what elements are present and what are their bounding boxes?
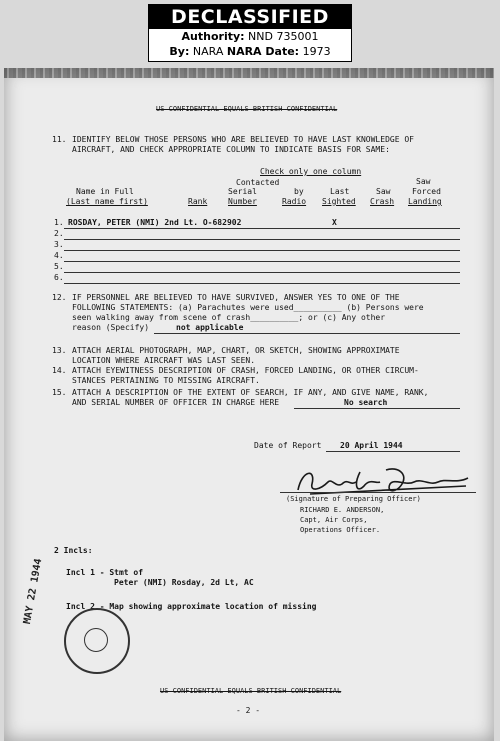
col-contacted-3: Radio bbox=[282, 197, 307, 206]
check-note: Check only one column bbox=[260, 167, 362, 176]
authority-label: Authority: bbox=[181, 30, 245, 43]
by-value: NARA bbox=[192, 45, 224, 58]
row-number: 6. bbox=[54, 273, 64, 282]
item14-line1: ATTACH EYEWITNESS DESCRIPTION OF CRASH, FORCED LANDING, OR OTHER CIRCUM- bbox=[72, 366, 419, 375]
item12-answer-line bbox=[154, 333, 460, 334]
col-name-2: (Last name first) bbox=[66, 197, 148, 206]
item13-line2: LOCATION WHERE AIRCRAFT WAS LAST SEEN. bbox=[72, 356, 256, 365]
declassified-title: DECLASSIFIED bbox=[149, 5, 351, 29]
item13-number: 13. bbox=[52, 346, 67, 355]
row-line bbox=[64, 272, 460, 273]
row-line bbox=[64, 283, 460, 284]
col-forced-1: Saw bbox=[416, 177, 431, 186]
classification-header: US CONFIDENTIAL EQUALS BRITISH CONFIDENTIAL bbox=[156, 105, 338, 113]
classification-footer: US CONFIDENTIAL EQUALS BRITISH CONFIDENTIAL bbox=[160, 687, 342, 695]
col-rank: Rank bbox=[188, 197, 208, 206]
item15-line2: AND SERIAL NUMBER OF OFFICER IN CHARGE HERE bbox=[72, 398, 280, 407]
signature-name: RICHARD E. ANDERSON, bbox=[300, 506, 385, 514]
col-last-1: Last bbox=[330, 187, 350, 196]
stamp-center-icon bbox=[84, 628, 108, 652]
row-entry: ROSDAY, PETER (NMI) 2nd Lt. O-682902 bbox=[68, 218, 242, 227]
incl2-line: Incl 2 - Map showing approximate location of missing bbox=[66, 602, 317, 611]
item14-line2: STANCES PERTAINING TO MISSING AIRCRAFT. bbox=[72, 376, 260, 385]
row-line bbox=[64, 228, 460, 229]
signature-line bbox=[280, 492, 476, 493]
document-page bbox=[4, 68, 494, 741]
col-contacted-1: Contacted bbox=[236, 178, 280, 187]
item12-line4: reason (Specify) bbox=[72, 323, 150, 332]
report-date-line bbox=[326, 451, 460, 452]
item12-line3: seen walking away from scene of crash__________; or (c) Any other bbox=[72, 313, 386, 322]
col-saw-2: Crash bbox=[370, 197, 395, 206]
stamp-date: MAY 22 1944 bbox=[22, 557, 45, 625]
nara-date-label: NARA Date: bbox=[226, 45, 300, 58]
report-date-label: Date of Report bbox=[254, 441, 322, 450]
row-line bbox=[64, 239, 460, 240]
col-last-2: Sighted bbox=[322, 197, 356, 206]
row-line bbox=[64, 250, 460, 251]
row-number: 3. bbox=[54, 240, 64, 249]
item15-answer: No search bbox=[344, 398, 388, 407]
col-contacted-2: by bbox=[294, 187, 304, 196]
col-name-1: Name in Full bbox=[76, 187, 134, 196]
item11-number: 11. bbox=[52, 135, 67, 144]
item15-line1: ATTACH A DESCRIPTION OF THE EXTENT OF SEARCH, IF ANY, AND GIVE NAME, RANK, bbox=[72, 388, 429, 397]
col-serial-1: Serial bbox=[228, 187, 257, 196]
item12-answer: not applicable bbox=[176, 323, 244, 332]
by-line bbox=[149, 44, 351, 59]
item12-line1: IF PERSONNEL ARE BELIEVED TO HAVE SURVIVED, ANSWER YES TO ONE OF THE bbox=[72, 293, 400, 302]
item12-number: 12. bbox=[52, 293, 67, 302]
item11-line1: IDENTIFY BELOW THOSE PERSONS WHO ARE BELIEVED TO HAVE LAST KNOWLEDGE OF bbox=[72, 135, 414, 144]
col-forced-3: Landing bbox=[408, 197, 442, 206]
row-number: 1. bbox=[54, 218, 64, 227]
incl1-line-b: Peter (NMI) Rosday, 2d Lt, AC bbox=[114, 578, 254, 587]
row-number: 2. bbox=[54, 229, 64, 238]
row-number: 5. bbox=[54, 262, 64, 271]
receipt-stamp bbox=[64, 608, 130, 674]
page-number: - 2 - bbox=[236, 706, 261, 715]
inclosures-heading: 2 Incls: bbox=[54, 546, 93, 555]
declassified-banner bbox=[148, 4, 352, 62]
report-date-value: 20 April 1944 bbox=[340, 441, 403, 450]
authority-value: NND 735001 bbox=[248, 30, 319, 43]
row-line bbox=[64, 261, 460, 262]
row-number: 4. bbox=[54, 251, 64, 260]
col-forced-2: Forced bbox=[412, 187, 441, 196]
row-mark: X bbox=[332, 218, 337, 227]
col-saw-1: Saw bbox=[376, 187, 391, 196]
item12-line2: FOLLOWING STATEMENTS: (a) Parachutes were used__________ (b) Persons were bbox=[72, 303, 424, 312]
signature-title: Operations Officer. bbox=[300, 526, 381, 534]
signature-label: (Signature of Preparing Officer) bbox=[286, 495, 421, 503]
authority-line bbox=[149, 29, 351, 44]
incl1-line-a: Incl 1 - Stmt of bbox=[66, 568, 144, 577]
by-label: By: bbox=[169, 45, 190, 58]
nara-date-value: 1973 bbox=[302, 45, 331, 58]
col-serial-2: Number bbox=[228, 197, 257, 206]
item13-line1: ATTACH AERIAL PHOTOGRAPH, MAP, CHART, OR SKETCH, SHOWING APPROXIMATE bbox=[72, 346, 400, 355]
item11-line2: AIRCRAFT, AND CHECK APPROPRIATE COLUMN TO INDICATE BASIS FOR SAME: bbox=[72, 145, 390, 154]
item14-number: 14. bbox=[52, 366, 67, 375]
item15-answer-line bbox=[294, 408, 460, 409]
signature-rank: Capt, Air Corps, bbox=[300, 516, 368, 524]
item15-number: 15. bbox=[52, 388, 67, 397]
